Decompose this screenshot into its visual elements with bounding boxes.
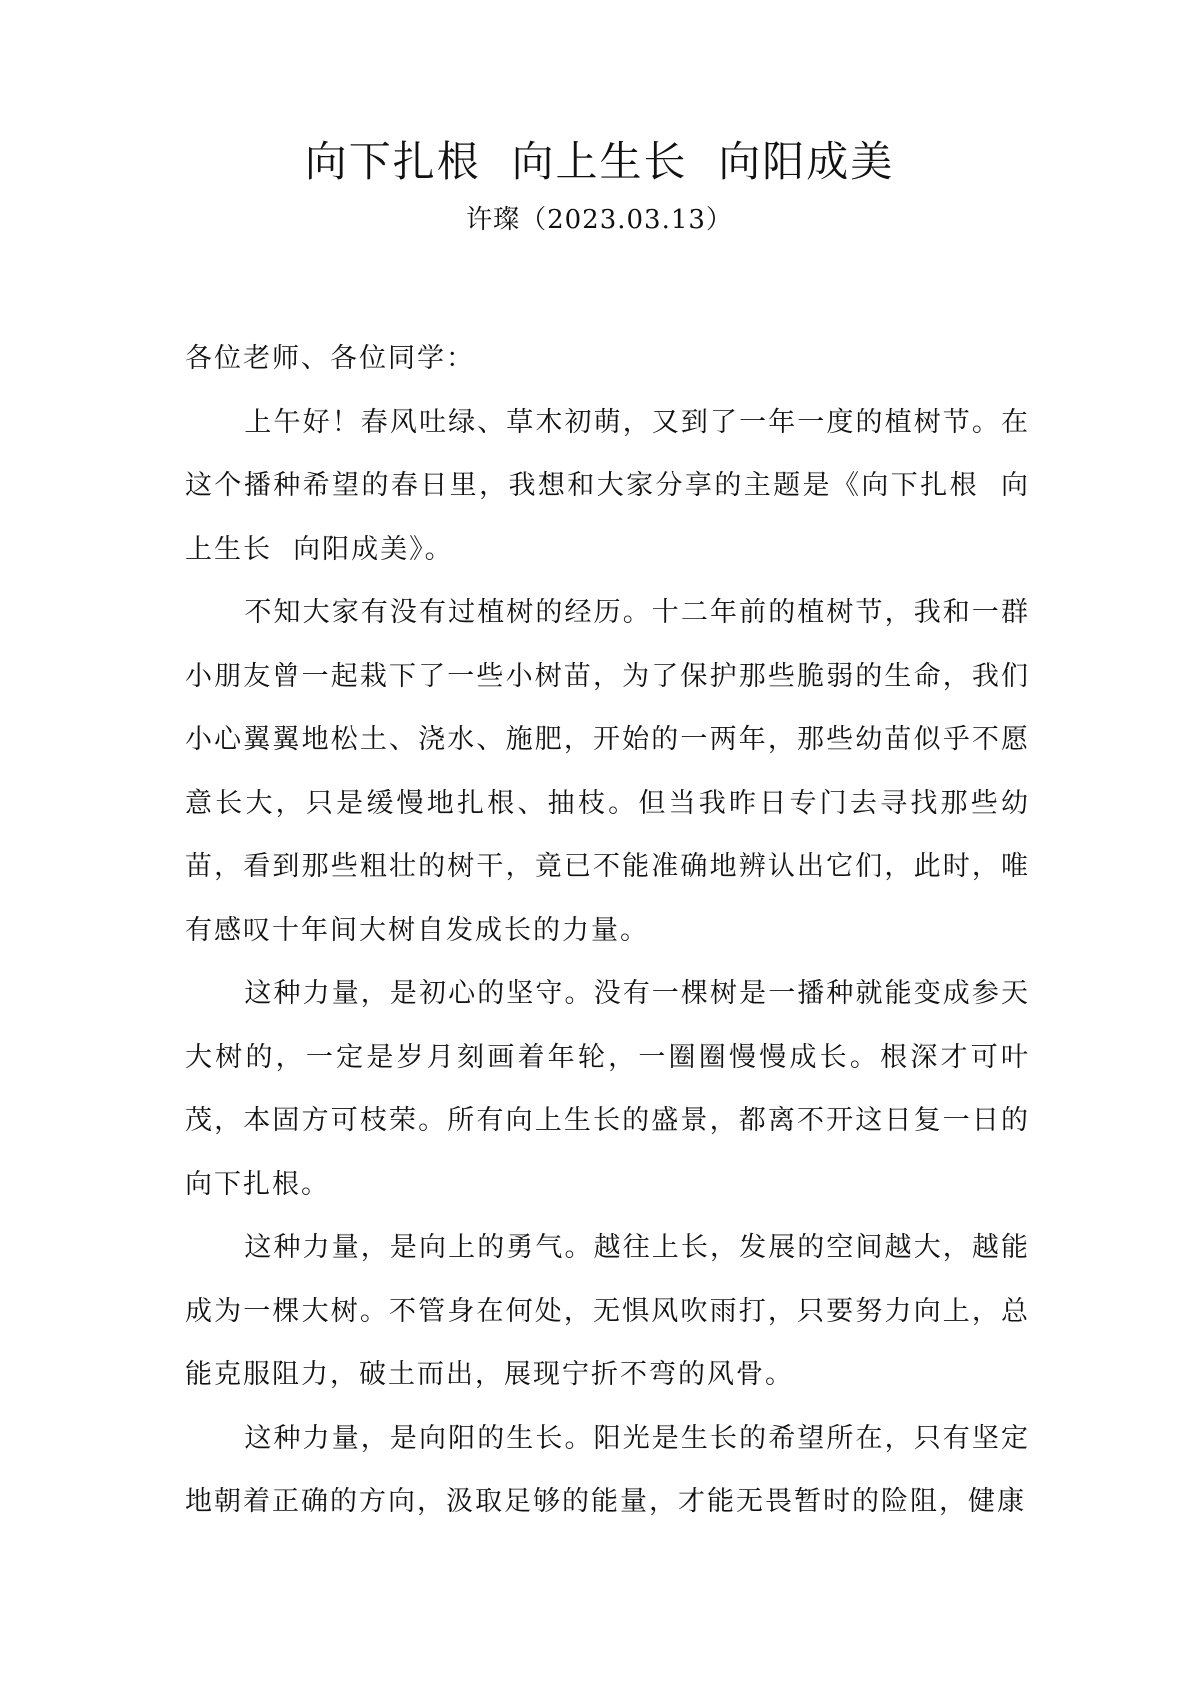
paragraph-5: 这种力量，是向阳的生长。阳光是生长的希望所在，只有坚定地朝着正确的方向，汲取足够的能量，才能无畏暂时的险阻，健康 [185, 1422, 1030, 1517]
document-title: 向下扎根 向上生长 向阳成美 [304, 137, 895, 186]
paragraph-2: 不知大家有没有过植树的经历。十二年前的植树节，我和一群小朋友曾一起栽下了一些小树苗，为了保护那些脆弱的生命，我们小心翼翼地松土、浇水、施肥，开始的一两年，那些幼苗似乎不愿意长大，只是缓慢地扎根、抽枝。但当我昨日专门去寻找那些幼苗，看到那些粗壮的树干，竟已不能准确地辨认出它们，此时，唯有感叹十年间大树自发成长的力量。 [185, 597, 1030, 946]
document-body [185, 327, 1030, 1534]
document-byline: 许璨（2023.03.13） [466, 205, 733, 235]
paragraph-4: 这种力量，是向上的勇气。越往上长，发展的空间越大，越能成为一棵大树。不管身在何处，无惧风吹雨打，只要努力向上，总能克服阻力，破土而出，展现宁折不弯的风骨。 [185, 1232, 1030, 1390]
paragraph-1: 上午好！春风吐绿、草木初萌，又到了一年一度的植树节。在这个播种希望的春日里，我想和大家分享的主题是《向下扎根 向上生长 向阳成美》。 [185, 406, 1030, 565]
paragraph-3: 这种力量，是初心的坚守。没有一棵树是一播种就能变成参天大树的，一定是岁月刻画着年轮，一圈圈慢慢成长。根深才可叶茂，本固方可枝荣。所有向上生长的盛景，都离不开这日复一日的向下扎根。 [185, 978, 1030, 1200]
salutation: 各位老师、各位同学： [185, 343, 475, 374]
